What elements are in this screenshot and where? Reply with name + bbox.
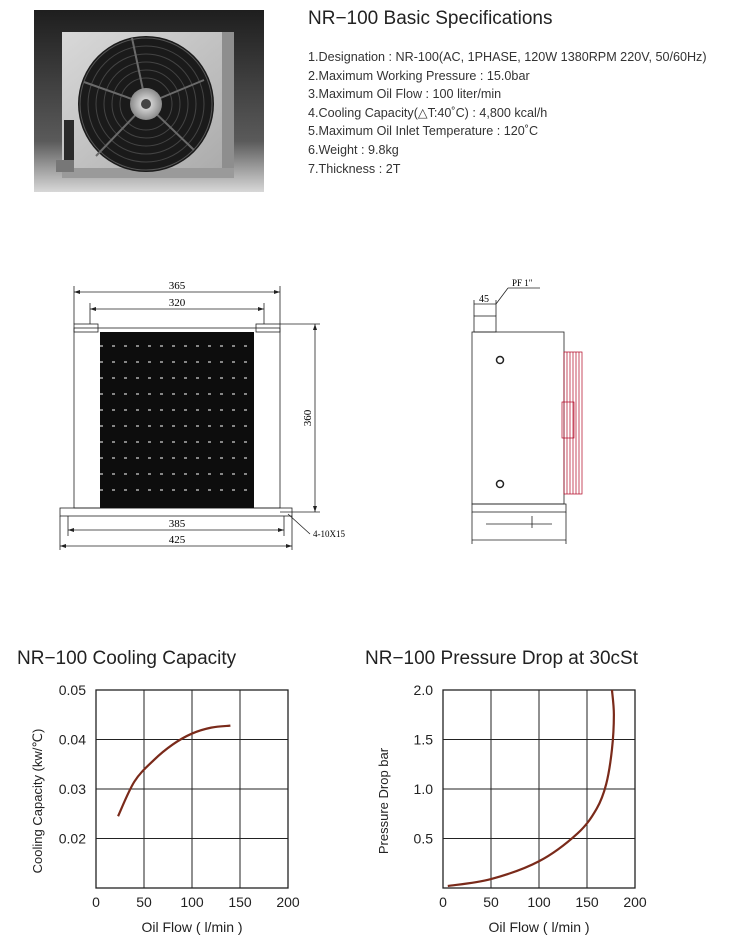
spec-item-weight: 6.Weight : 9.8kg bbox=[308, 142, 399, 157]
dim-365: 365 bbox=[168, 280, 186, 292]
pressure-drop-chart-svg bbox=[370, 676, 660, 936]
cooler-core bbox=[100, 332, 254, 508]
spec-item-cooling-capacity: 4.Cooling Capacity(△T:40˚C) : 4,800 kcal/h bbox=[308, 105, 548, 120]
dim-45: 45 bbox=[479, 294, 489, 305]
y-tick-label: 0.02 bbox=[58, 830, 86, 847]
x-tick-label: 50 bbox=[483, 894, 499, 910]
y-axis-label: Pressure Drop bar bbox=[376, 747, 391, 855]
cooling-capacity-chart bbox=[10, 676, 310, 936]
series-line bbox=[448, 690, 614, 886]
pressure-drop-chart-title: NR−100 Pressure Drop at 30cSt bbox=[365, 648, 638, 669]
cooling-capacity-chart-svg bbox=[10, 676, 310, 936]
pressure-drop-chart bbox=[370, 676, 660, 936]
x-tick-label: 50 bbox=[136, 894, 152, 910]
x-tick-label: 200 bbox=[276, 894, 300, 910]
spec-item-pressure: 2.Maximum Working Pressure : 15.0bar bbox=[308, 68, 530, 83]
oil-cooler-photo bbox=[34, 10, 264, 192]
spec-item-thickness: 7.Thickness : 2T bbox=[308, 161, 401, 176]
dim-425: 425 bbox=[168, 534, 186, 546]
dim-360: 360 bbox=[302, 409, 314, 427]
x-tick-label: 150 bbox=[575, 894, 599, 910]
spec-item-designation: 1.Designation : NR-100(AC, 1PHASE, 120W 1380RPM 220V, 50/60Hz) bbox=[308, 50, 707, 64]
front-view-svg bbox=[50, 272, 380, 562]
y-axis-label: Cooling Capacity (kw/℃) bbox=[30, 728, 45, 874]
spec-title: NR−100 Basic Specifications bbox=[308, 8, 553, 29]
x-axis-label: Oil Flow ( l/min ) bbox=[141, 919, 243, 935]
port-bottom bbox=[497, 481, 504, 488]
dim-385: 385 bbox=[168, 518, 186, 530]
dim-320: 320 bbox=[168, 297, 186, 309]
y-tick-label: 0.05 bbox=[58, 682, 86, 698]
hole-note: 4-10X15 bbox=[313, 529, 345, 539]
cooling-capacity-chart-title: NR−100 Cooling Capacity bbox=[17, 648, 237, 669]
x-tick-label: 100 bbox=[527, 894, 551, 910]
x-tick-label: 100 bbox=[180, 894, 204, 910]
fan-guard-red bbox=[562, 352, 582, 494]
port-label: PF 1" bbox=[512, 278, 533, 288]
product-photo bbox=[34, 10, 264, 192]
x-tick-label: 150 bbox=[228, 894, 252, 910]
spec-item-oil-flow: 3.Maximum Oil Flow : 100 liter/min bbox=[308, 87, 502, 102]
y-tick-label: 0.5 bbox=[413, 830, 433, 847]
spec-list bbox=[308, 48, 707, 178]
side-view-drawing bbox=[462, 272, 622, 562]
x-tick-label: 200 bbox=[623, 894, 647, 910]
x-tick-label: 0 bbox=[439, 894, 447, 910]
spec-item-inlet-temperature: 5.Maximum Oil Inlet Temperature : 120˚C bbox=[308, 124, 539, 139]
port-top bbox=[497, 357, 504, 364]
y-tick-label: 1.0 bbox=[413, 781, 433, 797]
side-view-svg bbox=[462, 272, 622, 562]
y-tick-label: 1.5 bbox=[413, 731, 433, 748]
front-view-drawing bbox=[50, 272, 380, 562]
x-tick-label: 0 bbox=[92, 894, 100, 910]
y-tick-label: 0.04 bbox=[58, 731, 86, 748]
y-tick-label: 0.03 bbox=[58, 781, 86, 797]
x-axis-label: Oil Flow ( l/min ) bbox=[488, 919, 590, 935]
y-tick-label: 2.0 bbox=[413, 682, 433, 698]
